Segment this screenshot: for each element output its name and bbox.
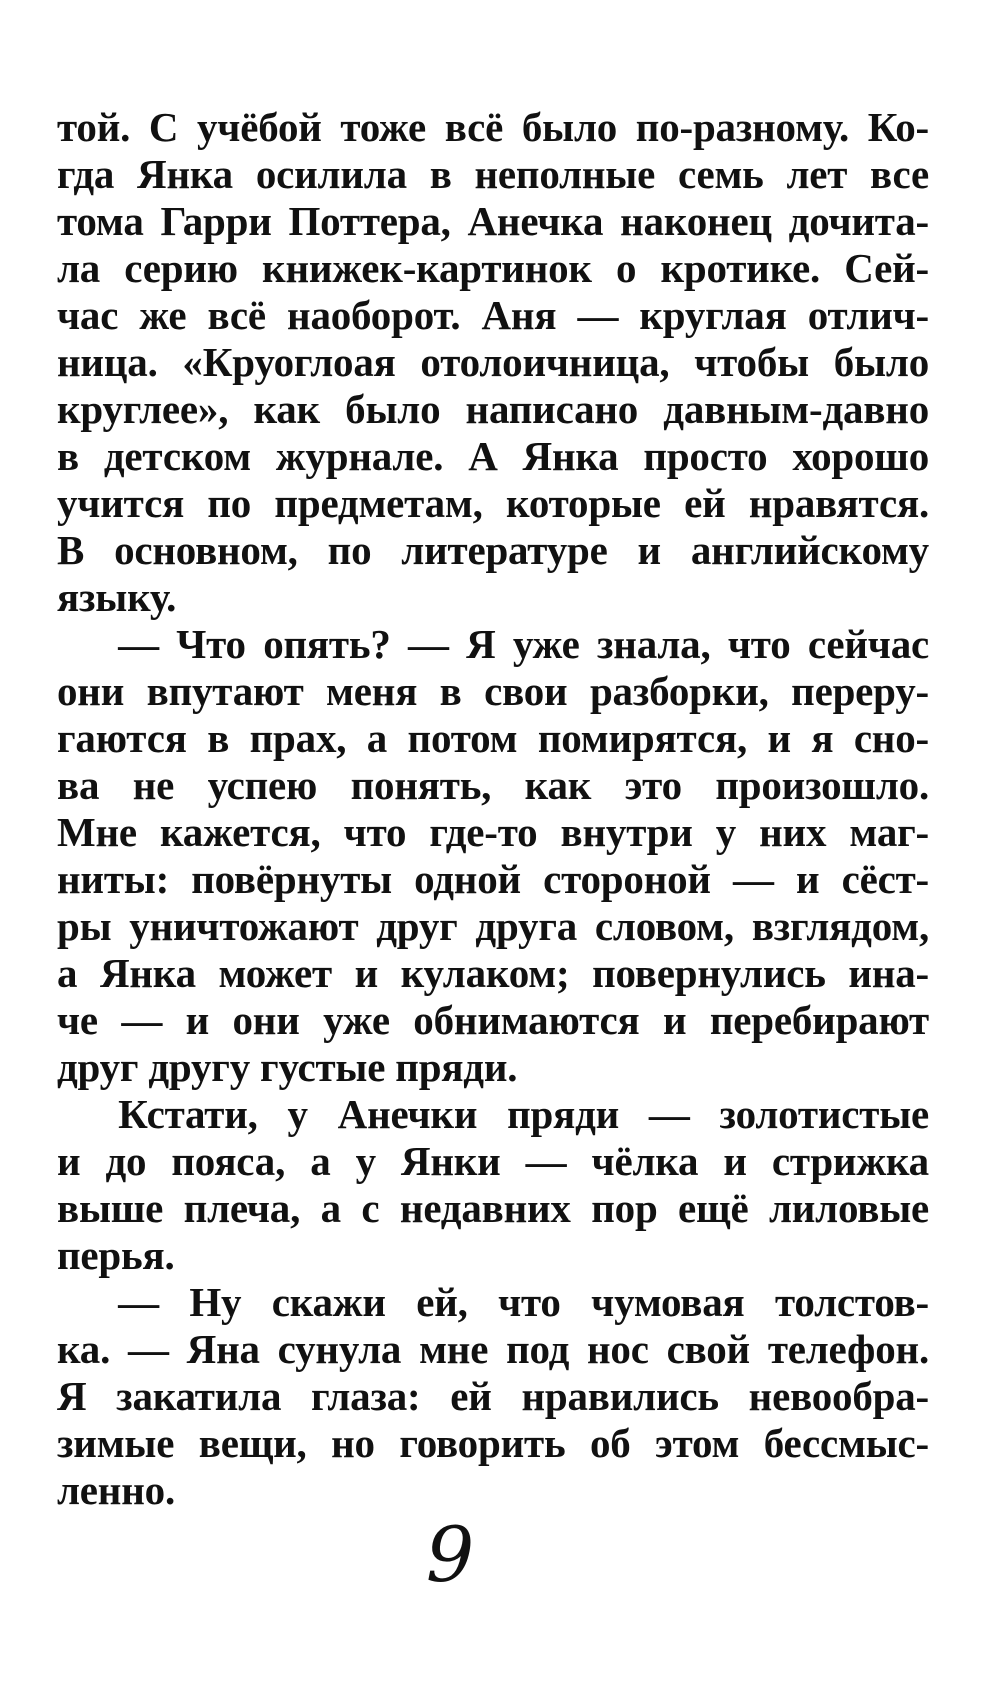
text-line: ва не успею понять, как это произошло. (57, 762, 929, 808)
text-line: Кстати, у Анечки пряди — золотистые (57, 1091, 929, 1137)
text-line: перья. (57, 1232, 175, 1278)
text-line: ниты: повёрнуты одной стороной — и сёст- (57, 856, 929, 902)
text-line: гда Янка осилила в неполные семь лет все (57, 151, 929, 197)
text-line: ла серию книжек-картинок о кротике. Сей- (57, 245, 929, 291)
text-line: В основном, по литературе и английскому (57, 527, 929, 573)
text-line: ры уничтожают друг друга словом, взглядом, (57, 903, 929, 949)
text-line: — Что опять? — Я уже знала, что сейчас (57, 621, 929, 667)
text-line: ница. «Круоглоая отолоичница, чтобы было (57, 339, 929, 385)
text-line: Я закатила глаза: ей нравились невообра- (57, 1373, 929, 1419)
text-line: выше плеча, а с недавних пор ещё лиловые (57, 1185, 929, 1231)
text-line: че — и они уже обнимаются и перебирают (57, 997, 929, 1043)
text-line: в детском журнале. А Янка просто хорошо (57, 433, 929, 479)
text-line: и до пояса, а у Янки — чёлка и стрижка (57, 1138, 929, 1184)
text-line: друг другу густые пряди. (57, 1044, 518, 1090)
text-line: круглее», как было написано давным-давно (57, 386, 929, 432)
text-line: а Янка может и кулаком; повернулись ина- (57, 950, 929, 996)
text-line: они впутают меня в свои разборки, переру- (57, 668, 929, 714)
text-line: учится по предметам, которые ей нравятся. (57, 480, 929, 526)
page-number: 9 (425, 1510, 475, 1599)
text-line: ленно. (57, 1467, 175, 1513)
body-text (57, 104, 929, 1514)
text-line: языку. (57, 574, 177, 620)
text-line: гаются в прах, а потом помирятся, и я сно- (57, 715, 929, 761)
text-line: час же всё наоборот. Аня — круглая отлич- (57, 292, 929, 338)
text-line: Мне кажется, что где-то внутри у них маг- (57, 809, 929, 855)
text-line: той. С учёбой тоже всё было по-разному. Ко- (57, 104, 929, 150)
text-line: — Ну скажи ей, что чумовая толстов- (57, 1279, 929, 1325)
text-line: ка. — Яна сунула мне под нос свой телефон. (57, 1326, 929, 1372)
text-line: тома Гарри Поттера, Анечка наконец дочита- (57, 198, 929, 244)
text-line: зимые вещи, но говорить об этом бессмыс- (57, 1420, 929, 1466)
